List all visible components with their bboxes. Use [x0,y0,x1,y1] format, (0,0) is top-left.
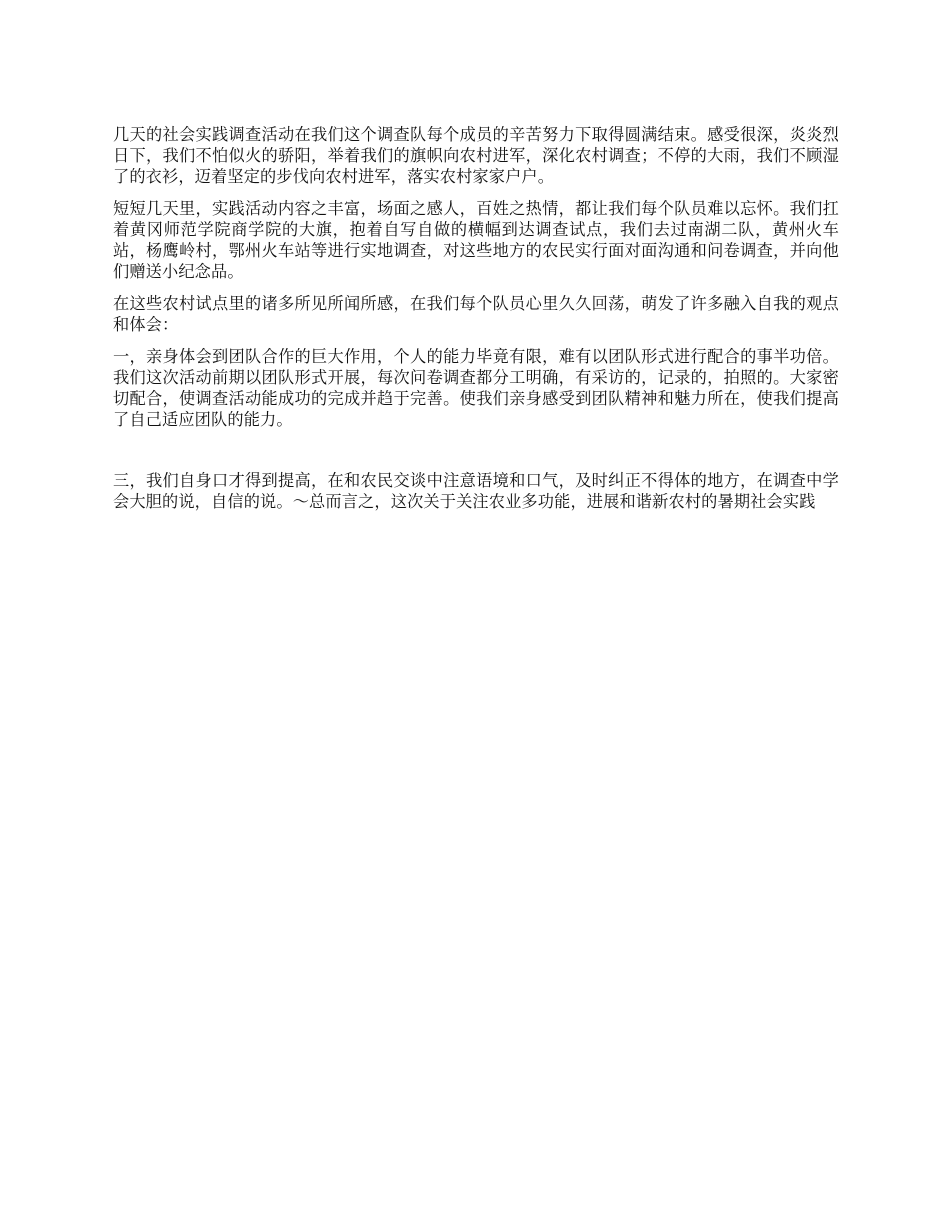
paragraph-point-three: 三，我们自身口才得到提高，在和农民交谈中注意语境和口气，及时纠正不得体的地方，在调查中学会大胆的说，自信的说。～总而言之，这次关于关注农业多功能，进展和谐新农村的暑期社会实践 [113,471,839,511]
document-body [113,124,839,523]
paragraph-reflections-intro: 在这些农村试点里的诸多所见所闻所感，在我们每个队员心里久久回荡，萌发了许多融入自我的观点和体会： [113,294,839,334]
paragraph-intro: 几天的社会实践调查活动在我们这个调查队每个成员的辛苦努力下取得圆满结束。感受很深，炎炎烈日下，我们不怕似火的骄阳，举着我们的旗帜向农村进军，深化农村调查；不停的大雨，我们不顾湿了的衣衫，迈着坚定的步伐向农村进军，落实农村家家户户。 [113,125,839,186]
paragraph-point-one: 一，亲身体会到团队合作的巨大作用，个人的能力毕竟有限，难有以团队形式进行配合的事半功倍。我们这次活动前期以团队形式开展，每次问卷调查都分工明确，有采访的，记录的，拍照的。大家密切配合，使调查活动能成功的完成并趋于完善。使我们亲身感受到团队精神和魅力所在，使我们提高了自己适应团队的能力。 [113,347,839,429]
paragraph-activities: 短短几天里，实践活动内容之丰富，场面之感人，百姓之热情，都让我们每个队员难以忘怀。我们扛着黄冈师范学院商学院的大旗，抱着自写自做的横幅到达调查试点，我们去过南湖二队，黄州火车站，杨鹰岭村，鄂州火车站等进行实地调查，对这些地方的农民实行面对面沟通和问卷调查，并向他们赠送小纪念品。 [113,199,839,281]
